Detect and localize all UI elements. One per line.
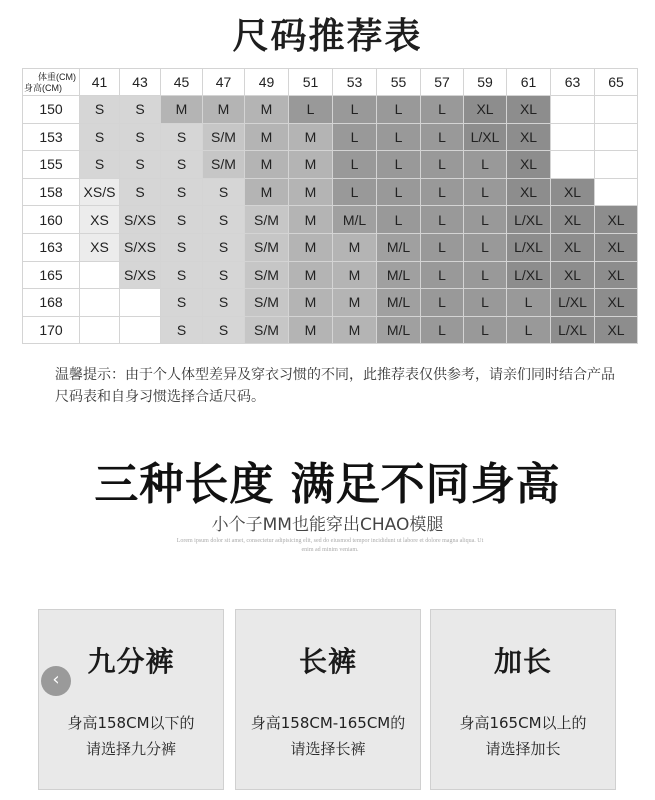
height-cell: 165 (23, 261, 80, 289)
size-table-body (23, 96, 638, 344)
size-chart-table (22, 68, 638, 344)
size-cell: S/XS (120, 261, 161, 289)
size-cell: S/XS (120, 206, 161, 234)
size-cell: L (421, 289, 464, 317)
size-cell: L (464, 151, 507, 179)
weight-header-cell: 57 (421, 69, 464, 96)
size-cell: XS (80, 233, 120, 261)
size-cell (80, 289, 120, 317)
size-cell: S/M (203, 123, 245, 151)
weight-header-cell: 43 (120, 69, 161, 96)
size-cell (80, 261, 120, 289)
size-cell: S (120, 151, 161, 179)
size-cell (120, 316, 161, 344)
size-cell: L (464, 289, 507, 317)
size-cell: L (333, 96, 377, 124)
size-cell: S (161, 316, 203, 344)
size-cell: S (161, 123, 203, 151)
size-cell (595, 178, 638, 206)
size-cell: XL (551, 233, 595, 261)
size-cell: M (289, 316, 333, 344)
size-cell: L (421, 233, 464, 261)
size-cell (595, 123, 638, 151)
size-cell: S (161, 233, 203, 261)
subheadline: 小个子MM也能穿出CHAO模腿 (211, 515, 444, 535)
size-cell: L (377, 151, 421, 179)
size-cell: XL (464, 96, 507, 124)
card-extra-long (430, 609, 616, 790)
size-cell: S (80, 123, 120, 151)
size-cell: S (161, 178, 203, 206)
length-options (38, 609, 618, 790)
size-cell: M (289, 178, 333, 206)
card-desc-line1: 身高165CM以上的 (459, 714, 587, 732)
size-cell: S (203, 289, 245, 317)
size-cell: S (203, 261, 245, 289)
size-cell: S (120, 96, 161, 124)
table-row (23, 289, 638, 317)
size-cell: M (245, 123, 289, 151)
size-cell: M (289, 261, 333, 289)
size-cell: S (161, 206, 203, 234)
size-cell: S/M (245, 261, 289, 289)
size-cell: L (333, 151, 377, 179)
size-cell: M (289, 151, 333, 179)
height-cell: 170 (23, 316, 80, 344)
headline: 三种长度 满足不同身高 (94, 459, 561, 510)
size-cell (80, 316, 120, 344)
size-cell: XL (551, 206, 595, 234)
prev-arrow-button[interactable]: ‹ (41, 666, 71, 696)
size-cell: M (333, 316, 377, 344)
size-cell: L (464, 261, 507, 289)
size-cell: XL (507, 151, 551, 179)
size-cell: L (421, 123, 464, 151)
card-desc-line2: 请选择加长 (485, 740, 561, 758)
card-desc-line2: 请选择长裤 (290, 740, 366, 758)
size-cell: S (120, 123, 161, 151)
size-cell: M (333, 289, 377, 317)
weight-header-cell: 51 (289, 69, 333, 96)
weight-header-cell: 65 (595, 69, 638, 96)
height-cell: 153 (23, 123, 80, 151)
table-row (23, 233, 638, 261)
table-row (23, 261, 638, 289)
size-cell: L (421, 206, 464, 234)
weight-header-cell: 63 (551, 69, 595, 96)
size-cell: M (333, 261, 377, 289)
weight-header-cell: 47 (203, 69, 245, 96)
card-desc-line2: 请选择九分裤 (85, 740, 176, 758)
card-title: 九分裤 (87, 645, 175, 678)
weight-header-row (23, 69, 638, 96)
size-cell: M/L (377, 316, 421, 344)
card-title: 加长 (493, 645, 552, 678)
size-cell: S (203, 178, 245, 206)
page-title: 尺码推荐表 (232, 16, 423, 57)
size-cell: XL (507, 123, 551, 151)
size-cell: M (245, 151, 289, 179)
weight-header-cell: 45 (161, 69, 203, 96)
size-cell: XL (595, 316, 638, 344)
size-cell: M/L (377, 261, 421, 289)
size-cell: XS/S (80, 178, 120, 206)
size-cell: XL (595, 289, 638, 317)
size-cell: M/L (377, 233, 421, 261)
table-row (23, 206, 638, 234)
size-cell: L (377, 178, 421, 206)
weight-header-cell: 53 (333, 69, 377, 96)
size-cell: L/XL (551, 316, 595, 344)
size-cell: XL (595, 233, 638, 261)
size-cell: M (289, 206, 333, 234)
card-long-pants (235, 609, 421, 790)
size-cell: M (161, 96, 203, 124)
size-cell: L (464, 316, 507, 344)
size-cell: M (289, 289, 333, 317)
size-cell: S/XS (120, 233, 161, 261)
size-cell: S (161, 289, 203, 317)
size-cell: M/L (333, 206, 377, 234)
size-cell: L (464, 206, 507, 234)
size-cell: M (289, 123, 333, 151)
size-cell: M (289, 233, 333, 261)
weight-header-cell: 55 (377, 69, 421, 96)
size-cell: L (421, 316, 464, 344)
weight-header-cell: 41 (80, 69, 120, 96)
size-cell: XL (507, 178, 551, 206)
size-cell: L (333, 123, 377, 151)
size-cell: XL (507, 96, 551, 124)
size-cell: M (245, 96, 289, 124)
weight-header-cell: 59 (464, 69, 507, 96)
height-cell: 160 (23, 206, 80, 234)
size-cell: M (203, 96, 245, 124)
size-cell: L/XL (464, 123, 507, 151)
size-cell (551, 96, 595, 124)
table-row (23, 96, 638, 124)
size-cell: L (421, 261, 464, 289)
size-cell: S/M (203, 151, 245, 179)
corner-header (23, 69, 80, 96)
height-axis-label: 身高(CM) (24, 83, 62, 93)
size-cell: L (421, 178, 464, 206)
size-cell: L (333, 178, 377, 206)
size-cell: L (377, 123, 421, 151)
weight-axis-label: 体重(CM) (38, 72, 76, 82)
table-row (23, 316, 638, 344)
size-cell: S/M (245, 316, 289, 344)
size-cell: L/XL (507, 206, 551, 234)
size-cell: L (421, 151, 464, 179)
size-cell: S/M (245, 289, 289, 317)
size-cell: S (203, 206, 245, 234)
size-cell: L (507, 289, 551, 317)
size-cell: L/XL (507, 233, 551, 261)
size-cell: L (421, 96, 464, 124)
table-row (23, 123, 638, 151)
size-cell: M (333, 233, 377, 261)
size-cell: S (161, 151, 203, 179)
size-cell: S (161, 261, 203, 289)
table-row (23, 178, 638, 206)
size-cell: S (120, 178, 161, 206)
size-cell (595, 151, 638, 179)
size-cell (595, 96, 638, 124)
size-cell: XL (595, 206, 638, 234)
height-cell: 163 (23, 233, 80, 261)
card-title: 长裤 (298, 645, 357, 678)
size-cell: L (377, 96, 421, 124)
size-cell (551, 151, 595, 179)
height-cell: 155 (23, 151, 80, 179)
card-cropped-pants (38, 609, 224, 790)
card-desc-line1: 身高158CM-165CM的 (250, 714, 406, 732)
size-cell: L (464, 178, 507, 206)
size-cell: XL (551, 261, 595, 289)
size-cell: L (289, 96, 333, 124)
height-cell: 158 (23, 178, 80, 206)
size-cell: XS (80, 206, 120, 234)
size-cell: L/XL (507, 261, 551, 289)
size-cell: S/M (245, 206, 289, 234)
weight-header-cell: 49 (245, 69, 289, 96)
size-cell: S/M (245, 233, 289, 261)
height-cell: 150 (23, 96, 80, 124)
weight-header-cell: 61 (507, 69, 551, 96)
lorem-caption: Lorem ipsum dolor sit amet, consectetur adipisicing elit, sed do eiusmod tempor incididunt ut labore et dolore magna aliqua. Ut enim ad minim veniam. (176, 538, 484, 553)
size-cell: L (464, 233, 507, 261)
size-cell: L (377, 206, 421, 234)
size-cell (551, 123, 595, 151)
height-cell: 168 (23, 289, 80, 317)
size-cell: S (203, 316, 245, 344)
size-cell: XL (595, 261, 638, 289)
table-row (23, 151, 638, 179)
size-cell: XL (551, 178, 595, 206)
size-cell: S (80, 96, 120, 124)
card-desc-line1: 身高158CM以下的 (67, 714, 195, 732)
size-note: 温馨提示：由于个人体型差异及穿衣习惯的不同，此推荐表仅供参考，请亲们同时结合产品尺码表和自身习惯选择合适尺码。 (55, 367, 615, 405)
size-cell: L/XL (551, 289, 595, 317)
size-cell: M/L (377, 289, 421, 317)
size-cell: S (203, 233, 245, 261)
size-cell (120, 289, 161, 317)
size-cell: L (507, 316, 551, 344)
size-cell: S (80, 151, 120, 179)
size-cell: M (245, 178, 289, 206)
